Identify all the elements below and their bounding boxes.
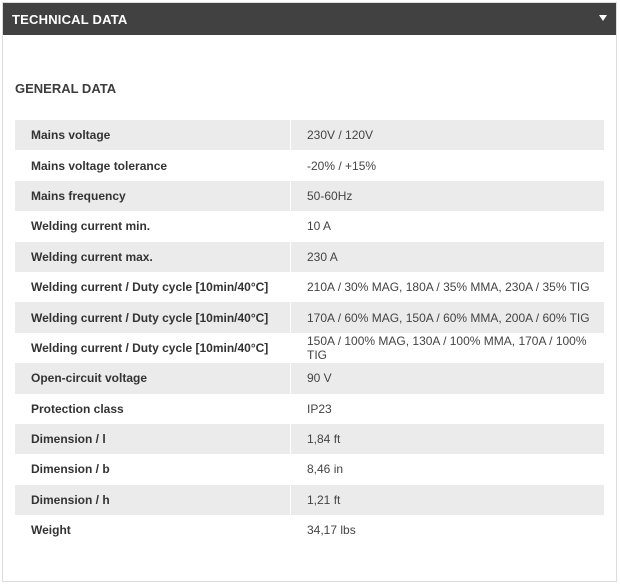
technical-data-header[interactable] [3, 3, 616, 35]
spec-label: Mains voltage tolerance [15, 150, 291, 180]
spec-label: Dimension / b [15, 454, 291, 484]
spec-value: 10 A [307, 219, 332, 234]
spec-label: Welding current max. [15, 242, 291, 272]
spec-row [15, 150, 604, 180]
specs-table [15, 120, 604, 545]
spec-value: 34,17 lbs [307, 523, 356, 538]
spec-value: 90 V [307, 371, 332, 386]
spec-label: Dimension / l [15, 424, 291, 454]
spec-label: Protection class [15, 394, 291, 424]
spec-row [15, 211, 604, 241]
spec-row [15, 454, 604, 484]
spec-row [15, 181, 604, 211]
spec-row [15, 515, 604, 545]
spec-label: Welding current min. [15, 211, 291, 241]
spec-value: 230V / 120V [307, 128, 374, 143]
spec-row [15, 302, 604, 332]
spec-value: IP23 [307, 401, 332, 416]
spec-value: 1,21 ft [307, 492, 341, 507]
section-title: GENERAL DATA [15, 81, 117, 96]
spec-row [15, 363, 604, 393]
spec-label: Welding current / Duty cycle [10min/40°C] [15, 272, 291, 302]
spec-row [15, 333, 604, 363]
spec-value: 50-60Hz [307, 188, 353, 203]
spec-label: Dimension / h [15, 485, 291, 515]
spec-value: 230 A [307, 249, 338, 264]
panel-title: TECHNICAL DATA [12, 11, 128, 27]
spec-value: 150A / 100% MAG, 130A / 100% MMA, 170A / 100% TIG [307, 333, 587, 362]
spec-value: 170A / 60% MAG, 150A / 60% MMA, 200A / 60% TIG [307, 310, 590, 325]
caret-down-icon[interactable] [599, 15, 607, 21]
spec-label: Open-circuit voltage [15, 363, 291, 393]
spec-row [15, 272, 604, 302]
spec-row [15, 424, 604, 454]
spec-label: Welding current / Duty cycle [10min/40°C] [15, 333, 291, 363]
spec-value: -20% / +15% [307, 158, 377, 173]
spec-label: Mains voltage [15, 120, 291, 150]
spec-value: 1,84 ft [307, 432, 341, 447]
spec-row [15, 242, 604, 272]
spec-value: 8,46 in [307, 462, 344, 477]
spec-row [15, 120, 604, 150]
spec-value: 210A / 30% MAG, 180A / 35% MMA, 230A / 35% TIG [307, 280, 590, 295]
technical-data-panel [2, 2, 617, 582]
spec-label: Welding current / Duty cycle [10min/40°C] [15, 302, 291, 332]
spec-label: Mains frequency [15, 181, 291, 211]
spec-row [15, 485, 604, 515]
spec-label: Weight [15, 515, 291, 545]
spec-row [15, 394, 604, 424]
